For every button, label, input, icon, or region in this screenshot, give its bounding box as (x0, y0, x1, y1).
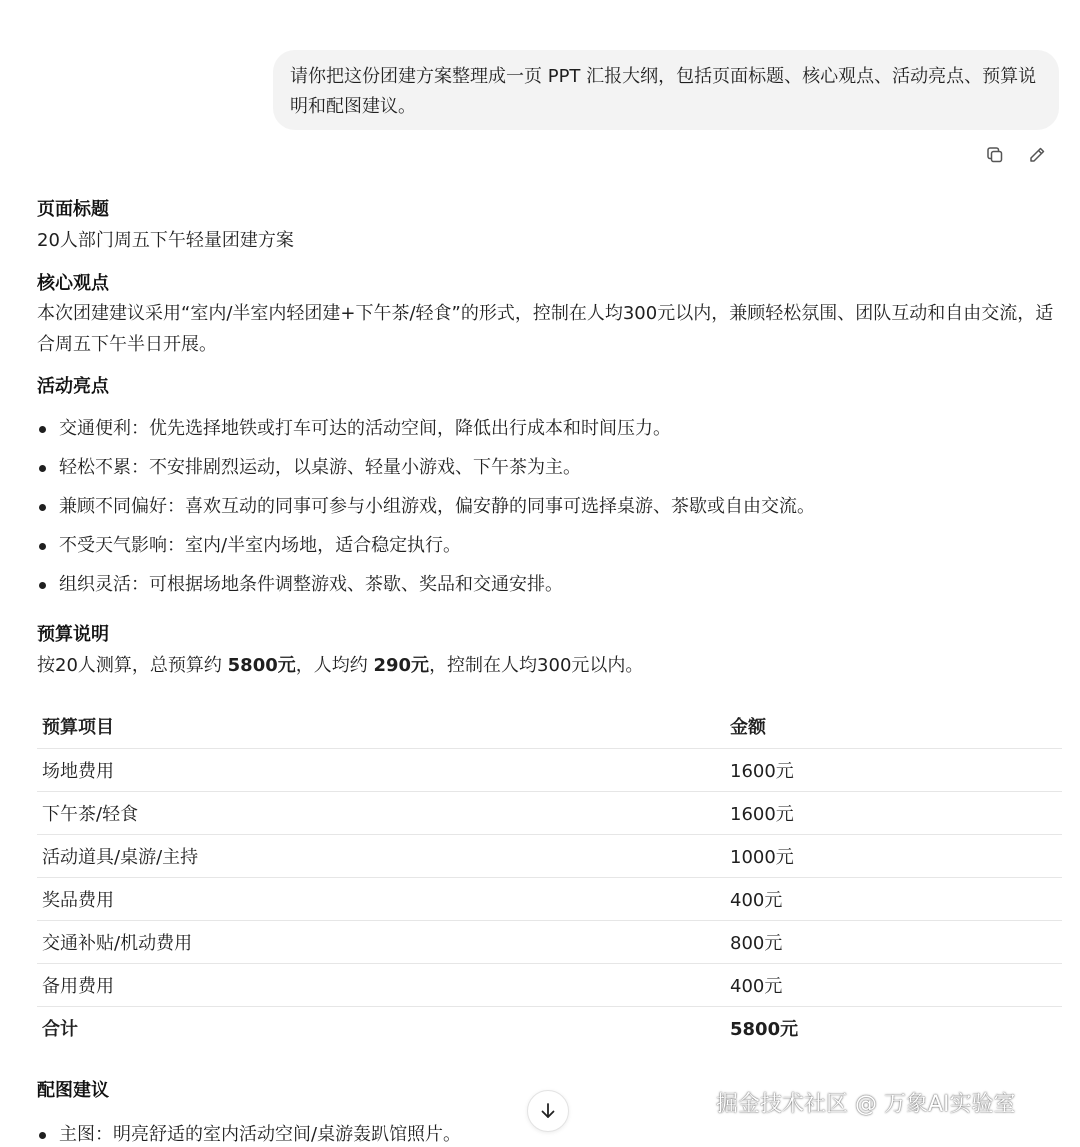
copy-icon (985, 145, 1005, 165)
budget-summary (37, 650, 1062, 681)
pencil-icon (1027, 145, 1047, 165)
cell-item: 活动道具/桌游/主持 (37, 835, 730, 878)
page-title-text: 20人部门周五下午轻量团建方案 (37, 230, 294, 251)
cell-amount: 1600元 (730, 792, 1062, 835)
list-item: 主图：明亮舒适的室内活动空间/桌游轰趴馆照片。 (37, 1115, 1062, 1147)
highlights-list (37, 409, 1062, 604)
budget-text-prefix: 按20人测算，总预算约 (37, 655, 228, 676)
heading-page-title: 页面标题 (37, 199, 109, 220)
table-total-row (37, 1007, 1062, 1050)
budget-text-suffix: ，控制在人均300元以内。 (429, 655, 644, 676)
column-header-amount: 金额 (730, 704, 1062, 749)
list-item: 交通便利：优先选择地铁或打车可达的活动空间，降低出行成本和时间压力。 (37, 409, 1062, 448)
heading-highlights: 活动亮点 (37, 376, 109, 397)
user-message-bubble (273, 50, 1059, 130)
table-row (37, 835, 1062, 878)
budget-total: 5800元 (227, 655, 296, 676)
arrow-down-icon (537, 1100, 559, 1122)
cell-amount: 400元 (730, 964, 1062, 1007)
user-message-text: 请你把这份团建方案整理成一页 PPT 汇报大纲，包括页面标题、核心观点、活动亮点、预算说明和配图建议。 (290, 66, 1037, 117)
edit-button[interactable] (1026, 144, 1048, 166)
cell-total-label: 合计 (42, 1019, 78, 1040)
cell-amount: 400元 (730, 878, 1062, 921)
list-item: 组织灵活：可根据场地条件调整游戏、茶歇、奖品和交通安排。 (37, 565, 1062, 604)
watermark: 掘金技术社区 @ 万象AI实验室 (716, 1092, 1016, 1117)
cell-total-amount: 5800元 (730, 1019, 799, 1040)
budget-table (37, 704, 1062, 1049)
list-item: 兼顾不同偏好：喜欢互动的同事可参与小组游戏，偏安静的同事可选择桌游、茶歇或自由交流。 (37, 487, 1062, 526)
table-row (37, 921, 1062, 964)
table-row (37, 792, 1062, 835)
cell-item: 备用费用 (37, 964, 730, 1007)
assistant-response (37, 196, 1062, 1147)
list-item: 不受天气影响：室内/半室内场地，适合稳定执行。 (37, 526, 1062, 565)
copy-button[interactable] (984, 144, 1006, 166)
column-header-item: 预算项目 (37, 704, 730, 749)
cell-amount: 1600元 (730, 749, 1062, 792)
table-row (37, 749, 1062, 792)
cell-item: 场地费用 (37, 749, 730, 792)
cell-item: 奖品费用 (37, 878, 730, 921)
scroll-to-bottom-button[interactable] (527, 1090, 569, 1132)
core-point-text: 本次团建建议采用“室内/半室内轻团建+下午茶/轻食”的形式，控制在人均300元以内，兼顾轻松氛围、团队互动和自由交流，适合周五下午半日开展。 (37, 303, 1054, 355)
budget-text-mid: ，人均约 (295, 655, 374, 676)
list-item: 轻松不累：不安排剧烈运动，以桌游、轻量小游戏、下午茶为主。 (37, 448, 1062, 487)
cell-item: 下午茶/轻食 (37, 792, 730, 835)
message-actions (984, 144, 1048, 166)
cell-amount: 1000元 (730, 835, 1062, 878)
table-row (37, 964, 1062, 1007)
table-row (37, 878, 1062, 921)
cell-item: 交通补贴/机动费用 (37, 921, 730, 964)
table-header-row (37, 704, 1062, 749)
heading-budget: 预算说明 (37, 624, 109, 645)
cell-amount: 800元 (730, 921, 1062, 964)
heading-core-point: 核心观点 (37, 273, 109, 294)
heading-image-suggestions: 配图建议 (37, 1080, 109, 1101)
budget-per-person: 290元 (373, 655, 430, 676)
